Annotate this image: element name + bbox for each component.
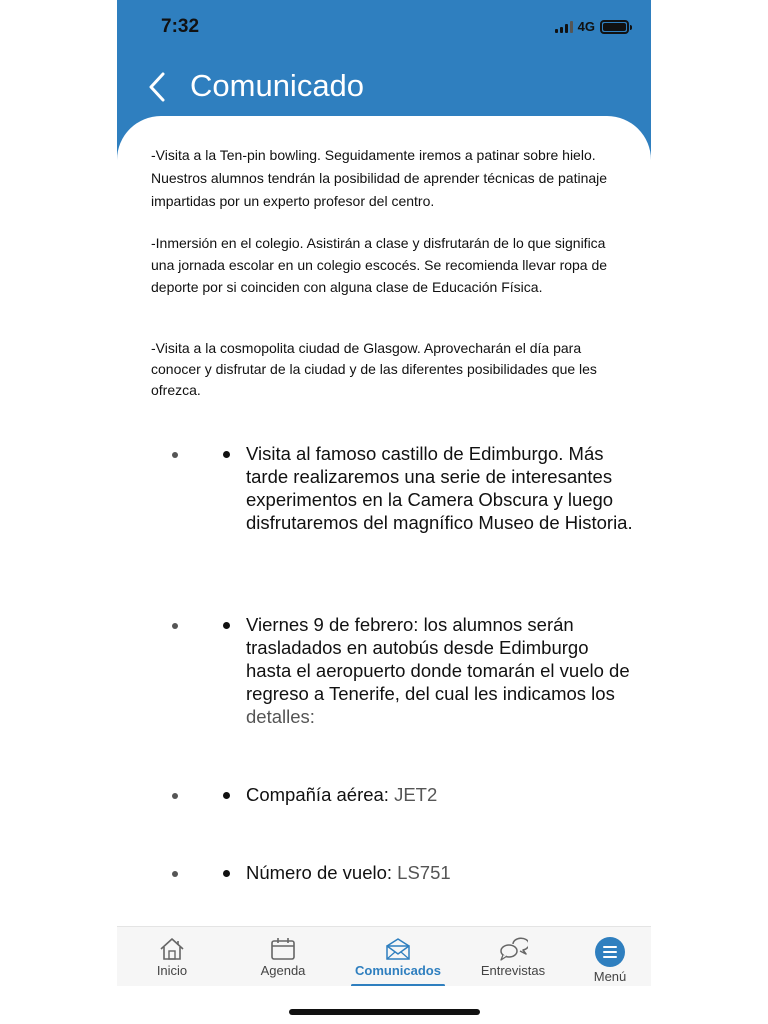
tab-entrevistas[interactable]: Entrevistas [471, 927, 555, 986]
bullet-text: Visita al famoso castillo de Edimburgo. Más tarde realizaremos una serie de interesantes experimentos en la Camera Obscura y luego disfrutaremos del magnífico Museo de Historia. [246, 443, 633, 533]
status-time: 7:32 [161, 16, 200, 37]
message-body [117, 116, 651, 926]
envelope-icon [384, 937, 412, 961]
tab-bar [117, 926, 651, 986]
signal-icon [555, 21, 573, 33]
paragraph-glasgow: -Visita a la cosmopolita ciudad de Glasgow. Aprovecharán el día para conocer y disfrutar de la ciudad y de las diferentes posibilidades que les ofrezca. [151, 340, 597, 398]
bullet-text: Viernes 9 de febrero: los alumnos serán trasladados en autobús desde Edimburgo hasta el aeropuerto donde tomarán el vuelo de regreso a Tenerife, del cual les indicamos los detalles: [246, 614, 630, 727]
bullet-text: Número de vuelo: LS751 [246, 862, 451, 883]
tab-inicio[interactable]: Inicio [137, 927, 207, 986]
home-icon [159, 937, 185, 961]
tab-comunicados[interactable]: Comunicados [343, 927, 453, 986]
bullet-dot [172, 623, 178, 629]
status-indicators [555, 19, 629, 34]
paragraph-school: -Inmersión en el colegio. Asistirán a clase y disfrutarán de lo que significa una jornada escolar en un colegio escocés. Se recomienda llevar ropa de deporte por si coinciden con alguna clase de Educación Física. [151, 235, 608, 295]
menu-icon [595, 937, 625, 967]
bullet-dot [172, 871, 178, 877]
bullet-dot [223, 451, 230, 458]
network-type: 4G [577, 19, 595, 34]
bullet-dot [172, 452, 178, 458]
home-indicator[interactable] [289, 1009, 480, 1015]
tab-menu[interactable]: Menú [579, 927, 641, 986]
chat-bubbles-icon [498, 937, 528, 961]
bullet-dot [172, 793, 178, 799]
phone-screen [117, 0, 651, 986]
bullet-dot [223, 792, 230, 799]
active-tab-indicator [351, 984, 445, 986]
page-title: Comunicado [190, 68, 365, 103]
back-arrow-icon[interactable] [143, 70, 173, 104]
battery-icon [600, 20, 629, 34]
bullet-text: Compañía aérea: JET2 [246, 784, 438, 805]
bullet-dot [223, 622, 230, 629]
paragraph-bowling: -Visita a la Ten-pin bowling. Seguidamente iremos a patinar sobre hielo. Nuestros alumnos tendrán la posibilidad de aprender técnicas de patinaje impartidas por un experto profesor del centro. [151, 147, 608, 209]
bullet-dot [223, 870, 230, 877]
calendar-icon [270, 937, 296, 961]
tab-agenda[interactable]: Agenda [247, 927, 319, 986]
